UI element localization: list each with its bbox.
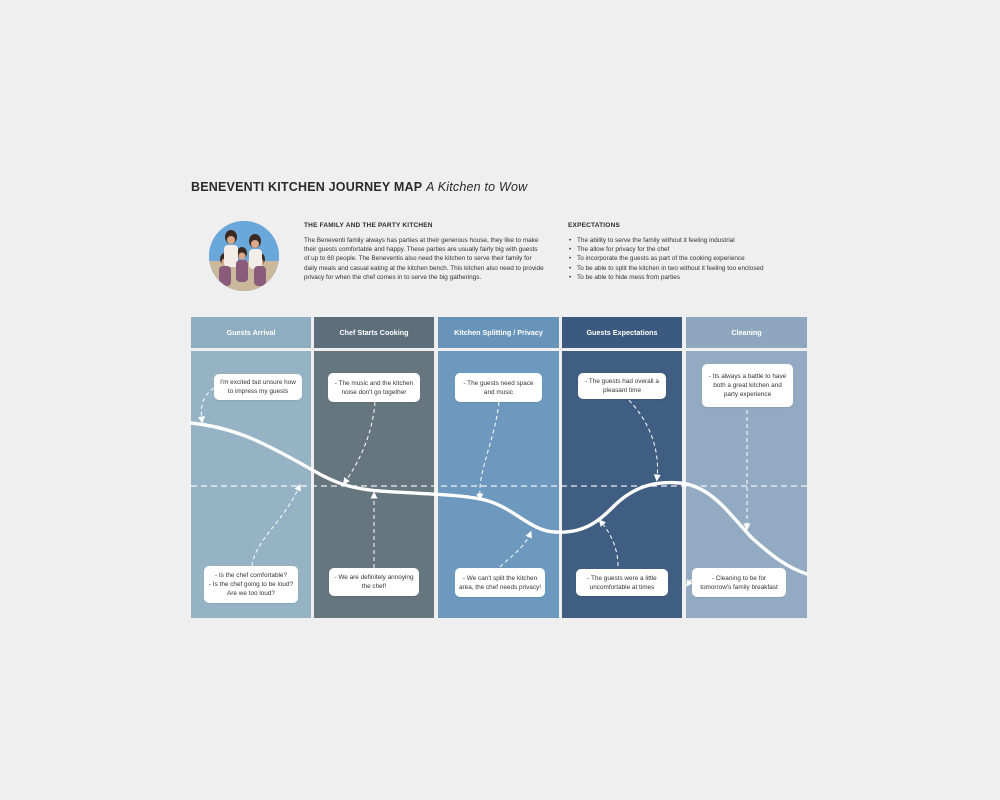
note-bottom-guests-arrival: - Is the chef comfortable? - Is the chef going to be loud? Are we too loud?	[204, 566, 298, 603]
stage-header-guests-expectations: Guests Expectations	[562, 317, 682, 348]
stage-header-guests-arrival: Guests Arrival	[191, 317, 311, 348]
expectation-item: • The allow for privacy for the chef	[568, 245, 808, 254]
family-heading: THE FAMILY AND THE PARTY KITCHEN	[304, 222, 433, 229]
stage-header-chef-starts-cooking: Chef Starts Cooking	[314, 317, 434, 348]
note-bottom-chef-starts-cooking: - We are definitely annoying the chef!	[329, 568, 419, 596]
expectation-item: • The ability to serve the family without it feeling industrial	[568, 236, 808, 245]
note-bottom-guests-expectations: - The guests were a little uncomfortable at times	[576, 569, 668, 596]
note-top-chef-starts-cooking: - The music and the kitchen noise don't go together	[328, 373, 420, 402]
stage-header-kitchen-splitting: Kitchen Splitting / Privacy	[438, 317, 559, 348]
family-photo-avatar	[209, 221, 279, 291]
note-top-cleaning: - Its always a battle to have both a great kitchen and party experience	[702, 364, 793, 407]
expectation-item: • To be able to split the kitchen in two without it feeling too enclosed	[568, 264, 808, 273]
note-top-guests-expectations: - The guests had overall a pleasant time	[578, 373, 666, 399]
title-main: BENEVENTI KITCHEN JOURNEY MAP	[191, 180, 423, 194]
stage-header-cleaning: Cleaning	[686, 317, 807, 348]
expectations-list	[568, 236, 808, 282]
note-bottom-cleaning: - Cleaning to be for tomorrow's family breakfast	[692, 568, 786, 597]
expectations-heading: EXPECTATIONS	[568, 222, 620, 229]
page-title	[191, 180, 527, 194]
expectation-item: • To incorporate the guests as part of the cooking experience	[568, 254, 808, 263]
note-top-guests-arrival: I'm excited but unsure how to impress my guests	[214, 374, 302, 400]
family-section	[304, 222, 544, 282]
note-bottom-kitchen-splitting: - We can't split the kitchen area, the chef needs privacy!	[455, 568, 545, 597]
family-description: The Beneventi family always has parties at their generous house, they like to make their guests comfortable and happy. These parties are usually fairly big with guests of up to 60 people. The Beneventis also need the kitchen to serve their family for daily meals and casual eating at the kitchen bench. This kitchen also need to provide privacy for when the chef comes in to serve the big gatherings.	[304, 237, 544, 281]
expectation-item: • To be able to hide mess from parties	[568, 273, 808, 282]
title-subtitle: A Kitchen to Wow	[425, 180, 528, 194]
note-top-kitchen-splitting: - The guests need space and music	[455, 373, 542, 402]
expectations-section	[568, 222, 808, 282]
